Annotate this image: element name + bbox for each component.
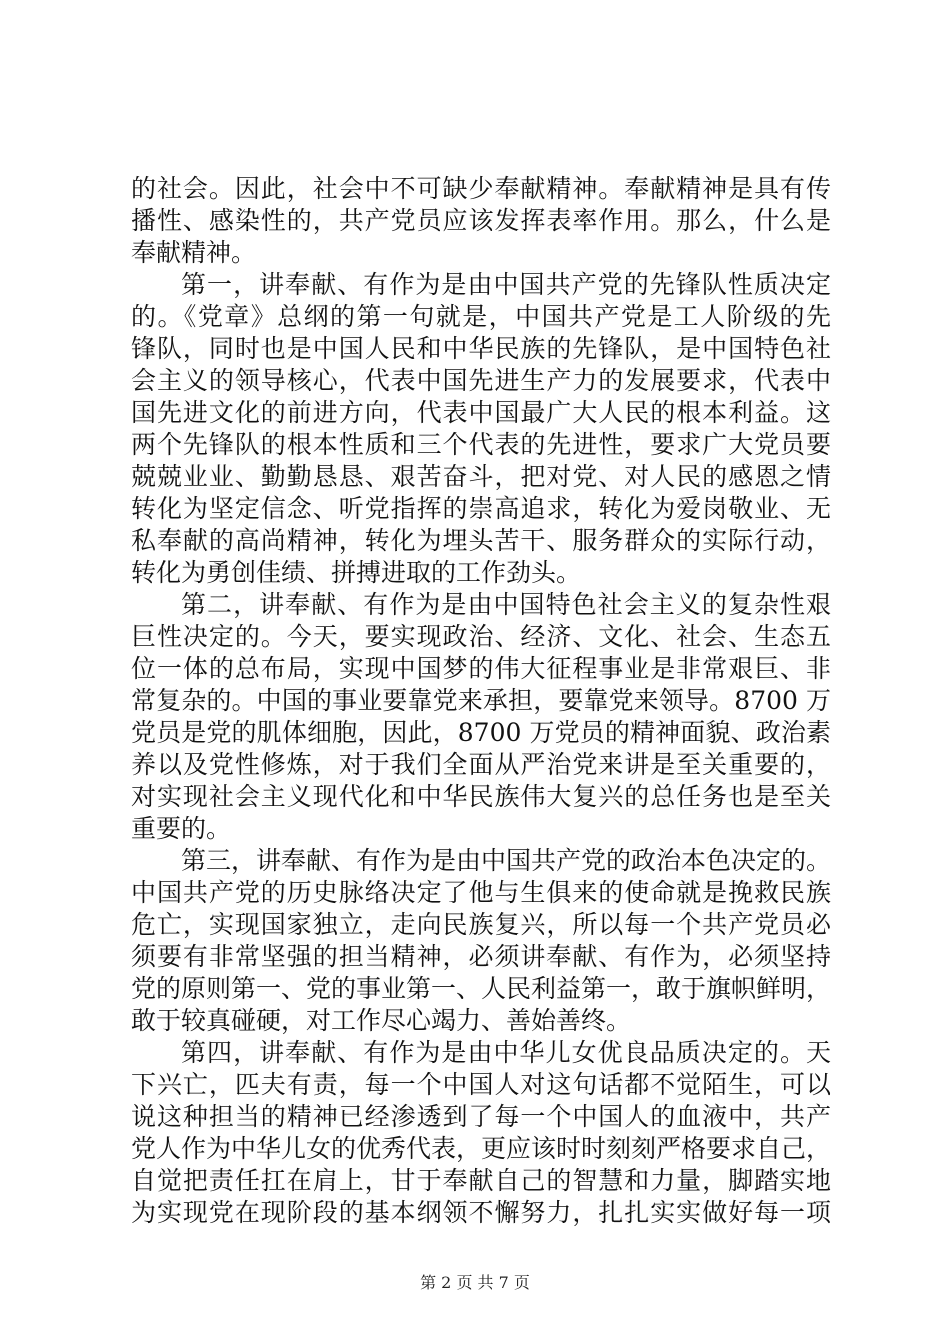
paragraph-first-line: 第一，讲奉献、有作为是由中国共产党的先锋队性质决定 [181, 270, 831, 299]
text-line: 国先进文化的前进方向，代表中国最广大人民的根本利益。这 [131, 398, 831, 427]
text-line: 两个先锋队的根本性质和三个代表的先进性，要求广大党员要 [131, 430, 831, 459]
text-line: 对实现社会主义现代化和中华民族伟大复兴的总任务也是至关 [131, 782, 831, 811]
text-line: 转化为勇创佳绩、拼搏进取的工作劲头。 [131, 558, 582, 587]
text-line: 的。《党章》总纲的第一句就是，中国共产党是工人阶级的先 [131, 302, 831, 331]
text-line: 党员是党的肌体细胞，因此，8700 万党员的精神面貌、政治素 [131, 718, 831, 747]
text-line: 会主义的领导核心，代表中国先进生产力的发展要求，代表中 [131, 366, 831, 395]
text-line: 播性、感染性的，共产党员应该发挥表率作用。那么，什么是 [131, 206, 831, 235]
text-line: 养以及党性修炼，对于我们全面从严治党来讲是至关重要的， [131, 750, 831, 779]
text-line: 敢于较真碰硬，对工作尽心竭力、善始善终。 [131, 1006, 632, 1035]
text-line: 危亡，实现国家独立，走向民族复兴，所以每一个共产党员必 [131, 910, 831, 939]
text-line: 为实现党在现阶段的基本纲领不懈努力，扎扎实实做好每一项 [131, 1198, 831, 1227]
paragraph-first-line: 第三，讲奉献、有作为是由中国共产党的政治本色决定的。 [181, 846, 832, 875]
text-line: 兢兢业业、勤勤恳恳、艰苦奋斗，把对党、对人民的感恩之情 [131, 462, 831, 491]
text-line: 须要有非常坚强的担当精神，必须讲奉献、有作为，必须坚持 [131, 942, 831, 971]
body-text [131, 173, 831, 1229]
paragraph-first-line: 第二，讲奉献、有作为是由中国特色社会主义的复杂性艰 [181, 590, 831, 619]
text-line: 常复杂的。中国的事业要靠党来承担，要靠党来领导。8700 万 [131, 686, 831, 715]
text-line: 转化为坚定信念、听党指挥的崇高追求，转化为爱岗敬业、无 [131, 494, 831, 523]
text-line: 锋队，同时也是中国人民和中华民族的先锋队，是中国特色社 [131, 334, 831, 363]
text-line: 党人作为中华儿女的优秀代表，更应该时时刻刻严格要求自己， [131, 1134, 832, 1163]
text-line: 党的原则第一、党的事业第一、人民利益第一，敢于旗帜鲜明， [131, 974, 832, 1003]
text-line: 的社会。因此，社会中不可缺少奉献精神。奉献精神是具有传 [131, 174, 831, 203]
text-line: 巨性决定的。今天，要实现政治、经济、文化、社会、生态五 [131, 622, 831, 651]
text-line: 私奉献的高尚精神，转化为埋头苦干、服务群众的实际行动， [131, 526, 831, 555]
text-line: 奉献精神。 [131, 238, 257, 267]
page-number-footer: 第 2 页 共 7 页 [420, 1273, 530, 1292]
paragraph-first-line: 第四，讲奉献、有作为是由中华儿女优良品质决定的。天 [181, 1038, 831, 1067]
text-line: 中国共产党的历史脉络决定了他与生俱来的使命就是挽救民族 [131, 878, 831, 907]
text-line: 自觉把责任扛在肩上，甘于奉献自己的智慧和力量，脚踏实地 [131, 1166, 831, 1195]
text-line: 位一体的总布局，实现中国梦的伟大征程事业是非常艰巨、非 [131, 654, 831, 683]
text-line: 说这种担当的精神已经渗透到了每一个中国人的血液中，共产 [131, 1102, 831, 1131]
text-line: 下兴亡，匹夫有责，每一个中国人对这句话都不觉陌生，可以 [131, 1070, 831, 1099]
text-line: 重要的。 [131, 814, 232, 843]
